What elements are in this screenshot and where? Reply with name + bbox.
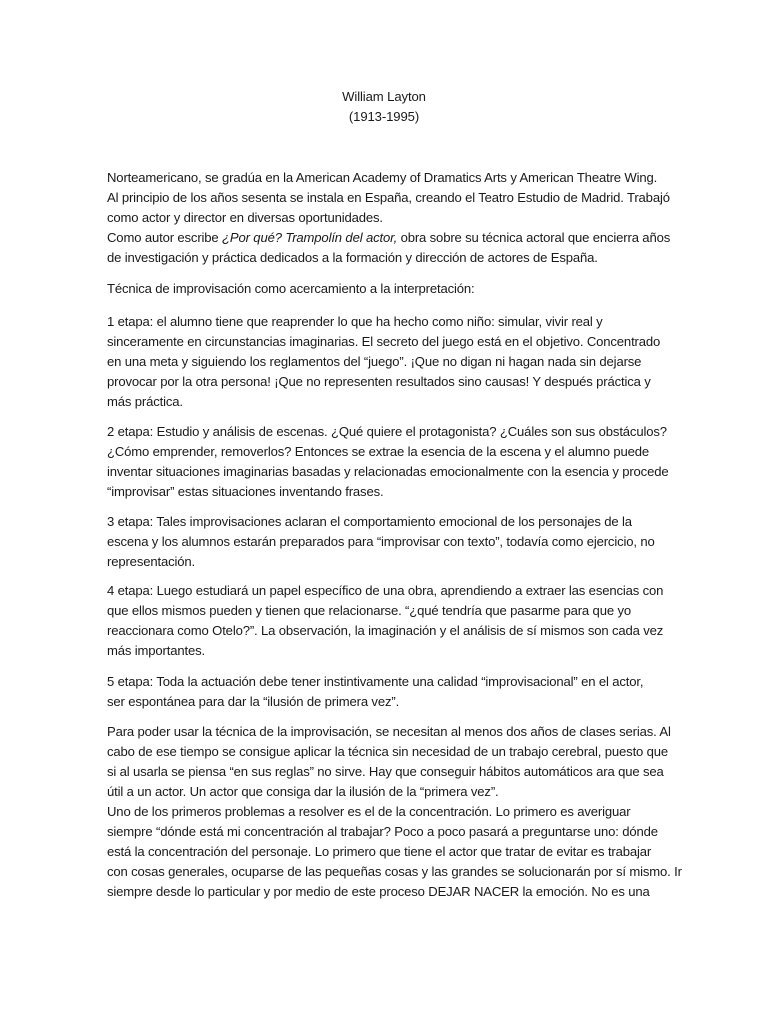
heading-line: Técnica de improvisación como acercamiento a la interpretación: [107,281,475,296]
paragraph-line: ser espontánea para dar la “ilusión de primera vez”. [107,694,400,709]
etapa-5-paragraph [107,672,667,712]
etapa-4-paragraph [107,581,667,661]
paragraph-line: 4 etapa: Luego estudiará un papel específico de una obra, aprendiendo a extraer las esencias con [107,583,664,598]
intro-line [107,228,671,248]
paragraph-line: inventar situaciones imaginarias basadas y relacionadas emocionalmente con la esencia y procede [107,464,669,479]
paragraph-line: “improvisar” estas situaciones inventando frases. [107,484,384,499]
technique-heading [107,279,667,299]
paragraph-line: 3 etapa: Tales improvisaciones aclaran el comportamiento emocional de los personajes de la [107,514,632,529]
book-title: ¿Por qué? Trampolín del actor, [222,230,398,245]
intro-paragraph [107,168,671,268]
paragraph-line: está la concentración del personaje. Lo primero que tiene el actor que tratar de evitar es trabajar [107,844,652,859]
paragraph-line: más práctica. [107,394,183,409]
paragraph-line: provocar por la otra persona! ¡Que no representen resultados sino causas! Y después práctica y [107,374,651,389]
paragraph-line: con cosas generales, ocuparse de las pequeñas cosas y las grandes se solucionarán por sí mismo. Ir [107,864,682,879]
paragraph-line: ¿Cómo emprender, removerlos? Entonces se extrae la esencia de la escena y el alumno puede [107,444,649,459]
paragraph-line: útil a un actor. Un actor que consiga dar la ilusión de la “primera vez”. [107,784,499,799]
paragraph-line: Uno de los primeros problemas a resolver es el de la concentración. Lo primero es averiguar [107,804,631,819]
document-header [0,87,768,127]
intro-line: Al principio de los años sesenta se instala en España, creando el Teatro Estudio de Madrid. Trabajó [107,190,670,205]
paragraph-line: representación. [107,554,196,569]
paragraph-line: reaccionara como Otelo?”. La observación, la imaginación y el análisis de sí mismos son cada vez [107,623,664,638]
intro-line: Norteamericano, se gradúa en la American Academy of Dramatics Arts y American Theatre Wing. [107,170,658,185]
paragraph-line: escena y los alumnos estarán preparados para “improvisar con texto”, todavía como ejercicio, no [107,534,655,549]
paragraph-line: siempre “dónde está mi concentración al trabajar? Poco a poco pasará a preguntarse uno: dónde [107,824,658,839]
paragraph-line: que ellos mismos pueden y tienen que relacionarse. “¿qué tendría que pasarme para que yo [107,603,631,618]
etapa-3-paragraph [107,512,667,572]
author-years: (1913-1995) [348,109,420,124]
paragraph-line: 2 etapa: Estudio y análisis de escenas. ¿Qué quiere el protagonista? ¿Cuáles son sus obstáculos? [107,424,667,439]
intro-line: de investigación y práctica dedicados a la formación y dirección de actores de España. [107,250,598,265]
author-name: William Layton [342,89,426,104]
intro-text: obra sobre su técnica actoral que encierra años [397,230,671,245]
intro-text: Como autor escribe [107,230,223,245]
intro-line: como actor y director en diversas oportunidades. [107,210,383,225]
paragraph-line: siempre desde lo particular y por medio de este proceso DEJAR NACER la emoción. No es una [107,884,650,899]
paragraph-line: 1 etapa: el alumno tiene que reaprender lo que ha hecho como niño: simular, vivir real y [107,314,603,329]
paragraph-line: sinceramente en circunstancias imaginarias. El secreto del juego está en el objetivo. Concentrado [107,334,661,349]
closing-paragraph [107,722,682,902]
etapa-2-paragraph [107,422,667,502]
etapa-1-paragraph [107,312,667,412]
paragraph-line: cabo de ese tiempo se consigue aplicar la técnica sin necesidad de un trabajo cerebral, puesto que [107,744,669,759]
paragraph-line: si al usarla se piensa “en sus reglas” no sirve. Hay que conseguir hábitos automáticos ara que sea [107,764,664,779]
paragraph-line: 5 etapa: Toda la actuación debe tener instintivamente una calidad “improvisacional” en el actor, [107,674,644,689]
paragraph-line: en una meta y siguiendo los reglamentos del “juego”. ¡Que no digan ni hagan nada sin dejarse [107,354,642,369]
paragraph-line: más importantes. [107,643,206,658]
paragraph-line: Para poder usar la técnica de la improvisación, se necesitan al menos dos años de clases serias. Al [107,724,671,739]
